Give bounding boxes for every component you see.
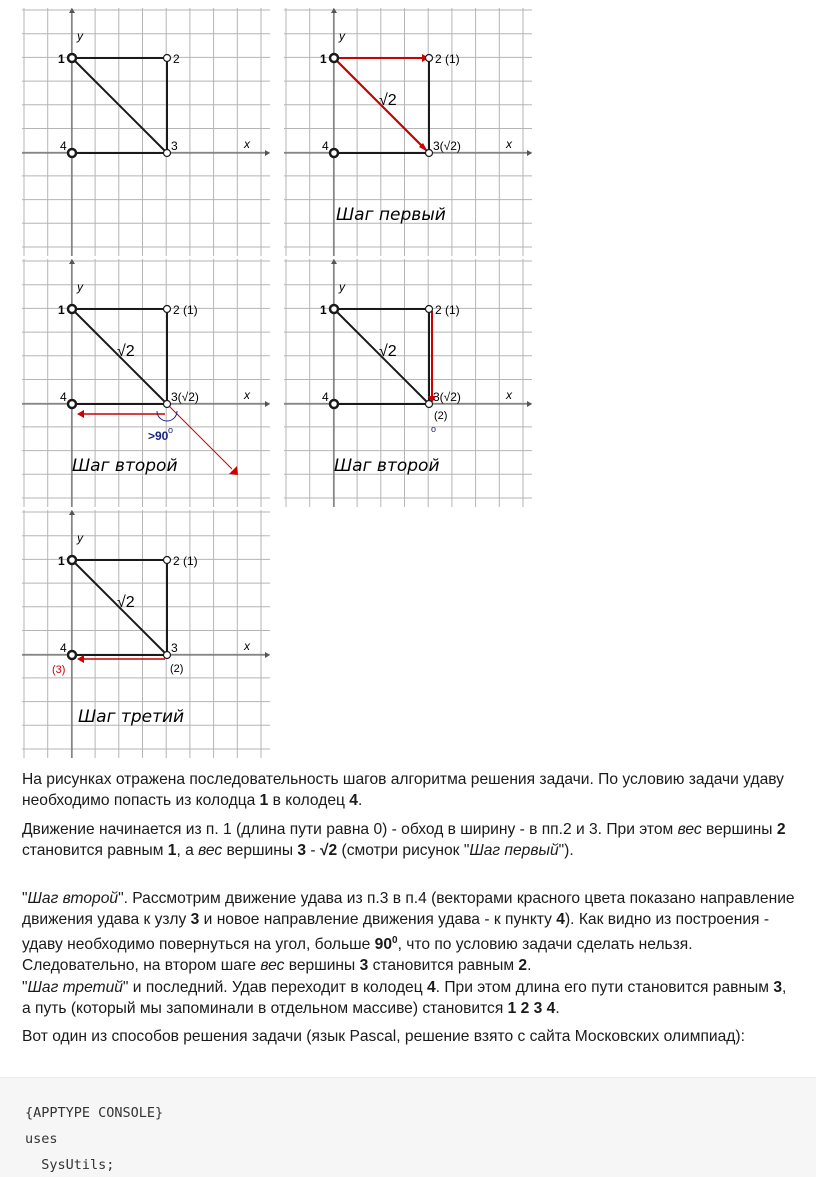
caption: Шаг первый <box>336 205 446 225</box>
y-axis-label: y <box>77 280 83 294</box>
grid-diagram <box>22 259 270 507</box>
node-3-weight: (2) <box>434 410 448 422</box>
grid-diagram <box>284 8 532 256</box>
graph-figure <box>22 8 532 756</box>
degree-mark: o <box>431 424 437 434</box>
degree-mark: o <box>168 425 174 435</box>
node-1-label: 1 <box>58 303 65 317</box>
node-2 <box>164 306 171 313</box>
node-2 <box>164 55 171 62</box>
node-3 <box>164 652 171 659</box>
node-3 <box>164 401 171 408</box>
paragraph-intro: На рисунках отражена последовательность шагов алгоритма решения задачи. По условию задачи удаву необходимо попасть из колодца 1 в колодец 4. <box>22 771 784 809</box>
x-axis-label: x <box>244 137 250 151</box>
x-axis-label: x <box>506 137 512 151</box>
caption: Шаг второй <box>334 456 440 476</box>
y-axis-label: y <box>339 280 345 294</box>
node-4-label: 4 <box>60 641 67 655</box>
node-3-weight: (2) <box>170 663 184 675</box>
node-2 <box>426 306 433 313</box>
panel-step-one <box>284 8 532 256</box>
node-4-weight: (3) <box>52 664 66 676</box>
code-line: uses <box>25 1131 58 1147</box>
code-line: {APPTYPE CONSOLE} <box>25 1105 164 1121</box>
paragraph-step-two: "Шаг второй". Рассмотрим движение удава из п.3 в п.4 (векторами красного цвета показано направление движения удава к узлу 3 и новое направление движения удава - к пункту 4). Как видно из построения - удаву необходимо повернуться на угол, больше $90^0$, что по условию задачи сделать нельзя. Следовательно, на втором шаге вес вершины 3 становится равным 2. <box>22 890 795 975</box>
node-1-label: 1 <box>58 554 65 568</box>
grid-diagram <box>284 259 532 507</box>
node-2-label: 2 (1) <box>435 303 460 317</box>
grid-diagram <box>22 8 270 256</box>
node-3-label: 3(√2) <box>433 139 461 153</box>
node-1 <box>330 305 338 313</box>
node-2-label: 2 (1) <box>173 303 198 317</box>
node-3 <box>164 150 171 157</box>
node-4 <box>330 400 338 408</box>
code-block <box>0 1077 816 1177</box>
node-2 <box>426 55 433 62</box>
node-2-label: 2 <box>173 52 180 66</box>
node-1-label: 1 <box>58 52 65 66</box>
node-2 <box>164 557 171 564</box>
node-4-label: 4 <box>322 139 329 153</box>
node-1-label: 1 <box>320 303 327 317</box>
caption: Шаг третий <box>78 707 185 727</box>
code-line: SysUtils; <box>25 1157 115 1173</box>
node-3-label: 3 <box>171 641 178 655</box>
paragraph-step-three: "Шаг третий" и последний. Удав переходит в колодец 4. При этом длина его пути становится равным 3, а путь (который мы запоминали в отдельном массиве) становится 1 2 3 4. <box>22 979 787 1017</box>
node-4-label: 4 <box>60 390 67 404</box>
node-4 <box>330 149 338 157</box>
sqrt2-label: √2 <box>379 92 397 109</box>
node-3-label: 3(√2) <box>433 390 461 404</box>
node-1 <box>68 305 76 313</box>
node-4 <box>68 149 76 157</box>
y-axis-label: y <box>77 531 83 545</box>
caption: Шаг второй <box>72 456 178 476</box>
node-1 <box>330 54 338 62</box>
sqrt2-label: √2 <box>117 343 135 360</box>
y-axis-label: y <box>339 29 345 43</box>
node-1 <box>68 54 76 62</box>
angle-label: >90 <box>148 429 169 443</box>
node-2-label: 2 (1) <box>435 52 460 66</box>
node-4 <box>68 400 76 408</box>
node-3 <box>426 150 433 157</box>
grid-diagram <box>22 510 270 758</box>
node-3-label: 3 <box>171 139 178 153</box>
panel-step-three <box>22 510 270 758</box>
y-axis-label: y <box>77 29 83 43</box>
node-1-label: 1 <box>320 52 327 66</box>
node-3 <box>426 401 433 408</box>
panel-initial <box>22 8 270 256</box>
node-2-label: 2 (1) <box>173 554 198 568</box>
sqrt2-label: √2 <box>117 594 135 611</box>
node-4-label: 4 <box>322 390 329 404</box>
node-4-label: 4 <box>60 139 67 153</box>
node-3-label: 3(√2) <box>171 390 199 404</box>
sqrt2-label: √2 <box>379 343 397 360</box>
paragraph-step-one: Движение начинается из п. 1 (длина пути равна 0) - обход в ширину - в пп.2 и 3. При этом вес вершины 2 становится равным 1, а вес вершины 3 - √2 (смотри рисунок "Шаг первый"). <box>22 821 786 859</box>
panel-step-two-a <box>22 259 270 507</box>
x-axis-label: x <box>506 388 512 402</box>
panel-step-two-b <box>284 259 532 507</box>
node-1 <box>68 556 76 564</box>
x-axis-label: x <box>244 639 250 653</box>
node-4 <box>68 651 76 659</box>
x-axis-label: x <box>244 388 250 402</box>
paragraph-solution-intro: Вот один из способов решения задачи (язык Pascal, решение взято с сайта Московских олимпиад): <box>22 1028 745 1045</box>
